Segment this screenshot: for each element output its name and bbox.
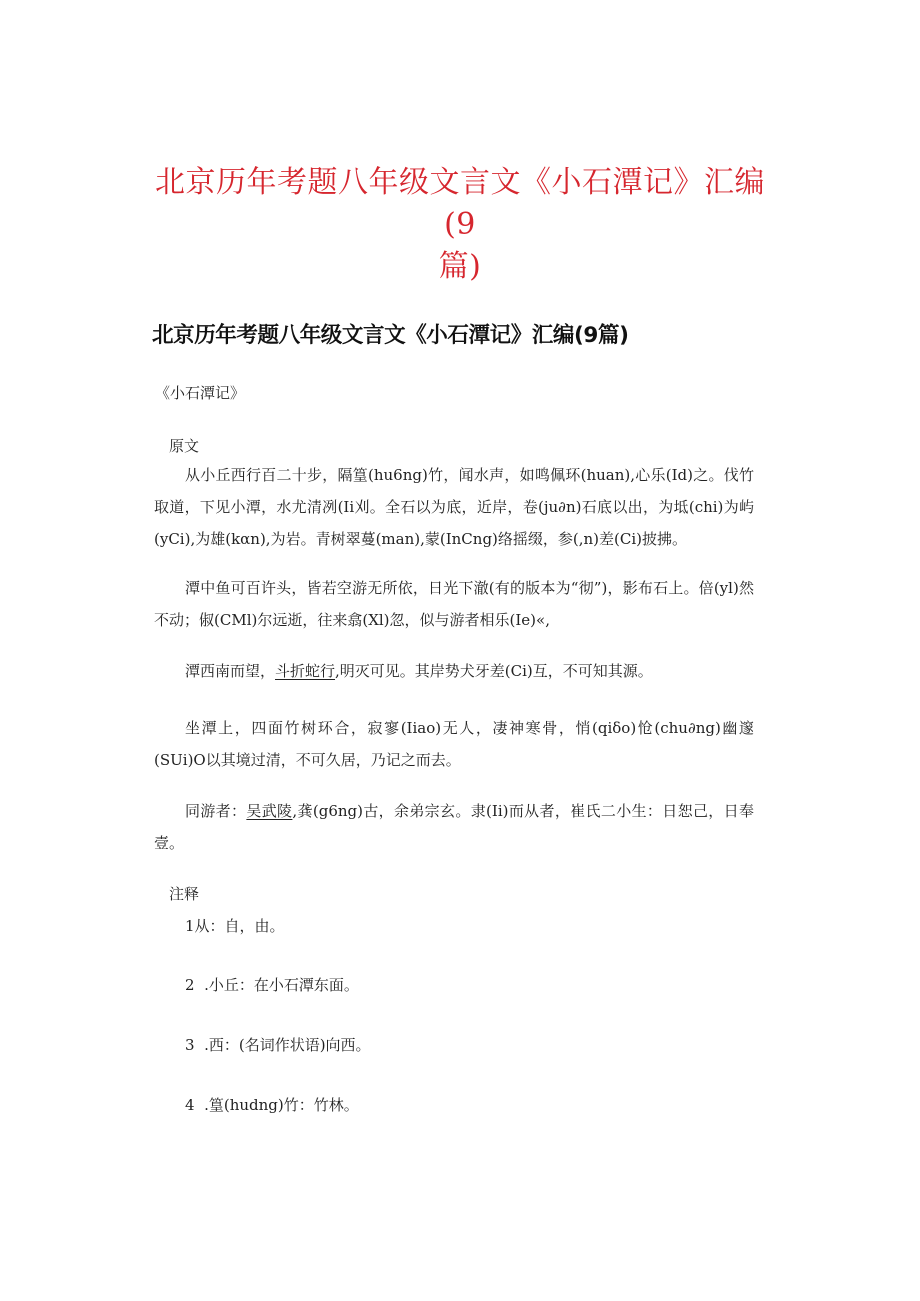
article-title: 《小石潭记》 [155,384,246,402]
section-heading: 北京历年考题八年级文言文《小石潭记》汇编(9篇) [152,323,629,348]
paragraph-1: 从小丘西行百二十步，隔篁(hu6ng)竹，闻水声，如鸣佩环(huan),心乐(Id)之。伐竹取道，下见小潭，水尤清冽(Ii刈。全石以为底，近岸，卷(ju∂n)石底以出，为坻(chi)为屿(yCi),为雄(kαn),为岩。青树翠蔓(man),蒙(InCng)络摇缀，参(,n)差(Ci)披拂。 [154,466,754,548]
original-text-label: 原文 [169,437,200,455]
paragraph-3-end: ,明灭可见。其岸势犬牙差(Ci)互，不可知其源。 [335,662,653,680]
notes-label: 注释 [169,885,200,903]
document-title [150,162,770,288]
underlined-phrase: 斗折蛇行 [275,662,336,680]
note-item: 4 .篁(hudng)竹：竹林。 [185,1096,359,1114]
document-title-line-1: 北京历年考题八年级文言文《小石潭记》汇编(9 [155,165,765,242]
paragraph-2: 潭中鱼可百许头，皆若空游无所依，日光下澈(有的版本为“彻”)，影布石上。倍(yl)然不动；俶(CMl)尔远逝，往来翕(Xl)忽，似与游者相乐(Ie)«, [154,579,754,629]
paragraph-4: 坐潭上，四面竹树环合，寂寥(Iiao)无人，凄神寒骨，悄(qiδo)怆(chu∂ng)幽邃(SUi)O以其境过清，不可久居，乃记之而去。 [154,719,754,769]
paragraph-5-start: 同游者： [185,802,247,820]
note-item: 3 .西：(名词作状语)向西。 [185,1036,371,1054]
paragraph-3-start: 潭西南而望， [185,662,276,680]
document-title-line-2: 篇) [438,249,482,284]
paragraph-3 [154,655,754,687]
paragraph-5-end: ,龚(g6ng)古，余弟宗玄。隶(Ii)而从者，崔氏二小生：日恕己，日奉壹。 [154,802,754,852]
note-item: 1从：自，由。 [185,917,285,935]
paragraph-5 [154,795,754,859]
note-item: 2 .小丘：在小石潭东面。 [185,976,359,994]
underlined-name: 吴武陵 [246,802,293,820]
